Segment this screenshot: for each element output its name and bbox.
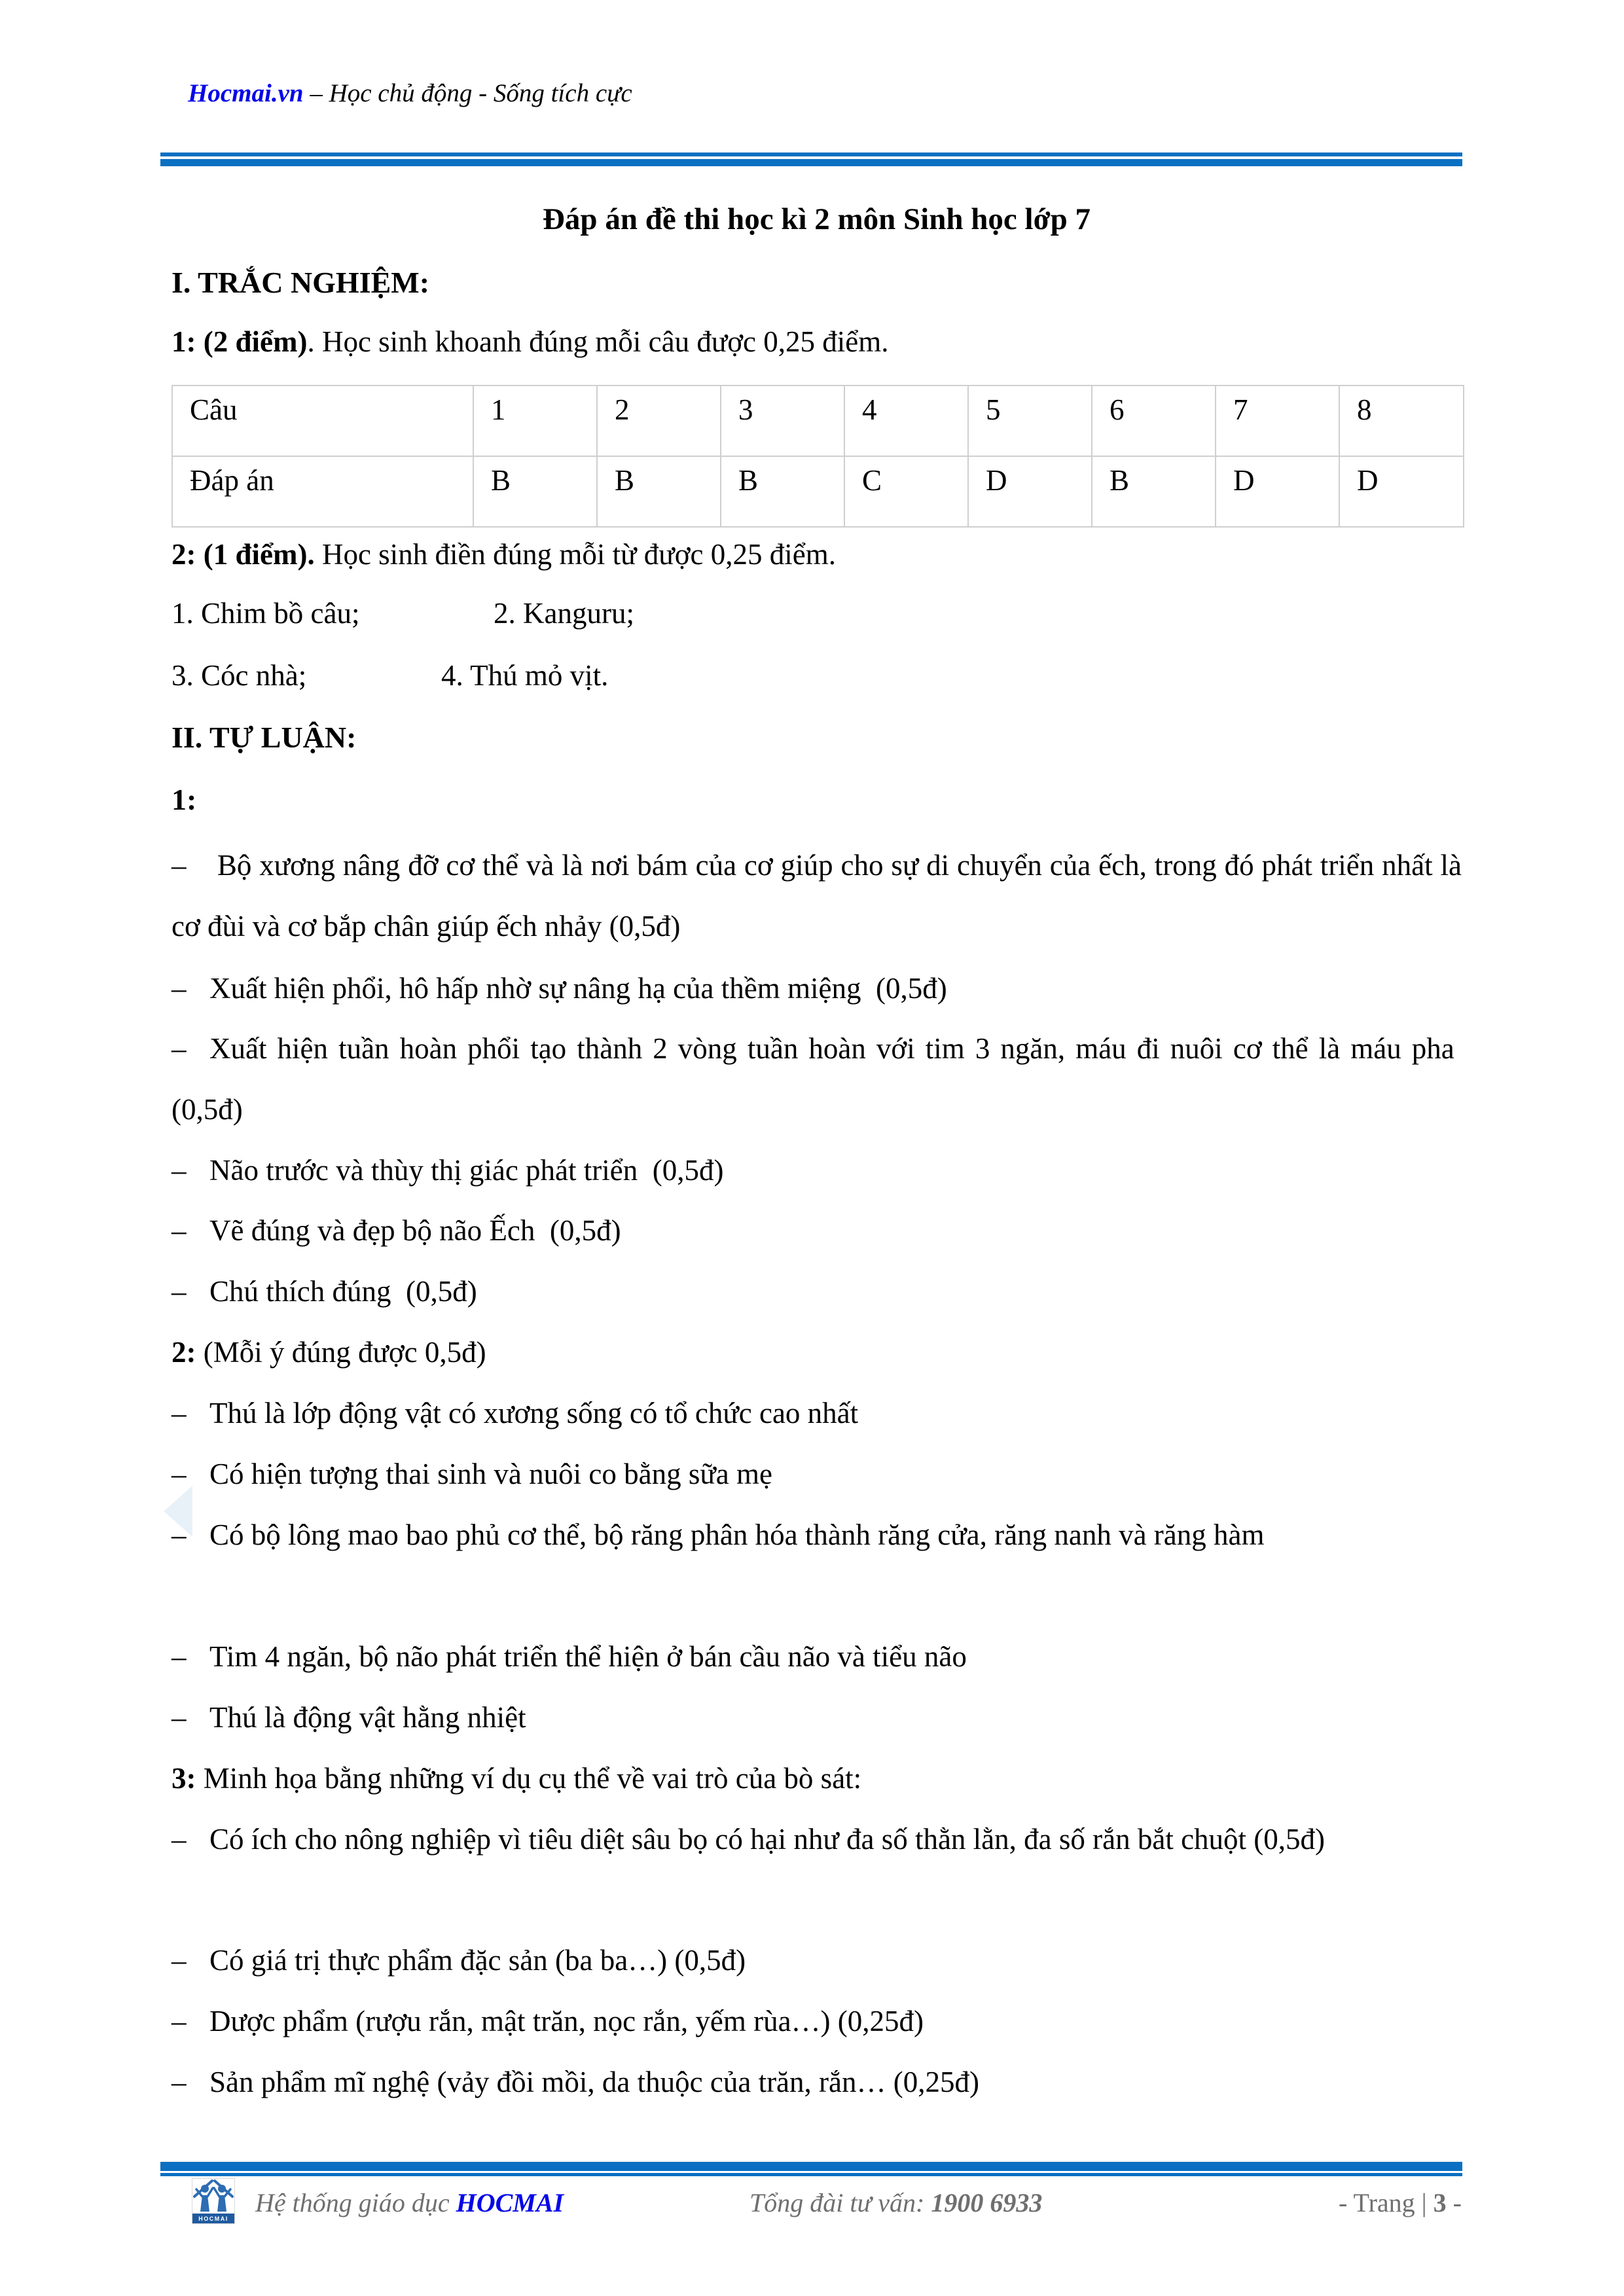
footer-hotline-number: 1900 6933 [931,2188,1043,2217]
page-number-suffix: - [1446,2188,1462,2217]
mc-question-2-line [171,533,1462,575]
essay-question-2-text: (Mỗi ý đúng được 0,5đ) [196,1336,486,1369]
bullet-text: Thú là động vật hằng nhiệt [209,1701,526,1734]
table-row-questions [172,386,1464,456]
bullet-item [171,958,1462,1019]
watermark-triangle-icon [164,1486,192,1537]
bullet-text: Chú thích đúng (0,5đ) [209,1275,477,1308]
bullet-dash: – [171,1944,187,1977]
essay-question-3-line [171,1748,1462,1809]
table-cell: Đáp án [172,456,473,527]
section-2-heading: II. TỰ LUẬN: [171,721,357,754]
bullet-text: Có hiện tượng thai sinh và nuôi co bằng sữa mẹ [209,1458,772,1490]
hocmai-people-icon [192,2179,234,2223]
bullet-text: Xuất hiện tuần hoàn phổi tạo thành 2 vòng tuần hoàn với tim 3 ngăn, máu đi nuôi cơ thể là máu pha (0,5đ) [171,1032,1462,1126]
fill-answer-3: 3. Cóc nhà; [171,659,307,692]
bullet-item [171,1626,1462,1687]
bullet-item [171,1444,1462,1505]
table-cell: D [1216,456,1339,527]
table-row-answers [172,456,1464,527]
header-rule-thin [160,152,1462,156]
essay-question-3-label: 3: [171,1762,196,1795]
mc-question-2-label: 2: (1 điểm). [171,538,315,571]
fill-answer-1: 1. Chim bồ câu; [171,597,360,630]
bullet-dash: – [171,1397,187,1429]
bullet-dash: – [171,1154,187,1187]
table-cell: C [844,456,968,527]
footer-rule-thin [160,2173,1462,2176]
bullet-dash: – [171,1275,187,1308]
bullet-item [171,1140,1462,1201]
header-slogan [188,79,632,108]
bullet-text: Có ích cho nông nghiệp vì tiêu diệt sâu bọ có hại như đa số thằn lằn, đa số rắn bắt chuột (0,5đ) [209,1823,1326,1856]
section-1-heading: I. TRẮC NGHIỆM: [171,266,430,299]
essay-question-2-label: 2: [171,1336,196,1369]
footer-rule-thick [160,2162,1462,2171]
footer-org-brand: HOCMAI [456,2188,564,2217]
fill-answer-2: 2. Kanguru; [494,597,634,630]
bullet-item [171,1383,1462,1444]
bullet-text: Bộ xương nâng đỡ cơ thể và là nơi bám của cơ giúp cho sự di chuyển của ếch, trong đó phát triển nhất là cơ đùi và cơ bắp chân giúp ếch nhảy (0,5đ) [171,849,1462,942]
slogan-text: – Học chủ động - Sống tích cực [303,79,632,107]
header-rule-thick [160,159,1462,166]
bullet-text: Tim 4 ngăn, bộ não phát triển thể hiện ở bán cầu não và tiểu não [209,1640,967,1673]
fill-answers-row-2 [171,655,1462,696]
bullet-dash: – [171,1214,187,1247]
bullet-dash: – [171,1032,187,1065]
bullet-item [171,1018,1462,1140]
table-cell: 4 [844,386,968,456]
table-cell: 6 [1092,386,1216,456]
bullet-dash: – [171,1518,187,1551]
page-number-value: 3 [1433,2188,1447,2217]
bullet-text: Có bộ lông mao bao phủ cơ thể, bộ răng phân hóa thành răng cửa, răng nanh và răng hàm [209,1518,1265,1551]
essay-question-3-text: Minh họa bằng những ví dụ cụ thể về vai trò của bò sát: [196,1762,862,1795]
hocmai-logo [192,2178,235,2224]
footer-page-number [1339,2187,1462,2218]
table-cell: B [721,456,844,527]
bullet-dash: – [171,1823,187,1856]
page-title: Đáp án đề thi học kì 2 môn Sinh học lớp 7 [542,202,1091,236]
bullet-dash: – [171,1701,187,1734]
table-cell: B [1092,456,1216,527]
bullet-text: Dược phẩm (rượu rắn, mật trăn, nọc rắn, yếm rùa…) (0,25đ) [209,2005,924,2037]
table-cell: B [597,456,721,527]
answer-table-wrap [171,385,1463,528]
bullet-dash: – [171,849,187,882]
bullet-item [171,1687,1462,1748]
footer-org [255,2187,564,2218]
bullet-item [171,1200,1462,1261]
bullet-dash: – [171,972,187,1005]
table-cell: 8 [1339,386,1464,456]
bullet-item [171,1930,1462,1991]
bullet-text: Thú là lớp động vật có xương sống có tổ chức cao nhất [209,1397,859,1429]
table-cell: 1 [473,386,597,456]
table-cell: B [473,456,597,527]
bullet-item [171,1991,1462,2052]
bullet-item [171,1505,1462,1566]
bullet-item [171,1809,1462,1870]
table-cell: Câu [172,386,473,456]
bullet-item [171,2052,1462,2113]
bullet-text: Xuất hiện phổi, hô hấp nhờ sự nâng hạ của thềm miệng (0,5đ) [209,972,947,1005]
table-cell: 5 [968,386,1092,456]
bullet-text: Sản phẩm mĩ nghệ (vảy đồi mồi, da thuộc của trăn, rắn… (0,25đ) [209,2066,979,2098]
essay-question-2-line [171,1322,1462,1383]
fill-answers-row-1 [171,592,1462,634]
mc-question-1-line [171,321,1462,363]
bullet-dash: – [171,2005,187,2037]
bullet-dash: – [171,1640,187,1673]
bullet-text: Não trước và thùy thị giác phát triển (0,5đ) [209,1154,724,1187]
page-number-prefix: - Trang | [1338,2188,1434,2217]
mc-question-1-label: 1: (2 điểm) [171,325,308,358]
mc-question-1-text: . Học sinh khoanh đúng mỗi câu được 0,25 điểm. [307,325,889,358]
table-cell: 2 [597,386,721,456]
table-cell: 3 [721,386,844,456]
brand-text: Hocmai.vn [188,79,304,107]
bullet-text: Vẽ đúng và đẹp bộ não Ếch (0,5đ) [209,1214,621,1247]
essay-question-1-label: 1: [171,783,197,816]
bullet-item [171,835,1462,957]
table-cell: 7 [1216,386,1339,456]
answer-table [171,385,1464,528]
bullet-text: Có giá trị thực phẩm đặc sản (ba ba…) (0,5đ) [209,1944,746,1977]
footer-hotline-label: Tổng đài tư vấn: [749,2188,931,2217]
bullet-dash: – [171,2066,187,2098]
mc-question-2-text: Học sinh điền đúng mỗi từ được 0,25 điểm. [314,538,836,571]
footer-org-prefix: Hệ thống giáo dục [255,2188,456,2217]
bullet-item [171,1261,1462,1322]
table-cell: D [1339,456,1464,527]
logo-text: HOCMAI [198,2215,228,2222]
fill-answer-4: 4. Thú mỏ vịt. [441,659,609,692]
table-cell: D [968,456,1092,527]
bullet-dash: – [171,1458,187,1490]
footer-hotline [749,2187,1042,2218]
